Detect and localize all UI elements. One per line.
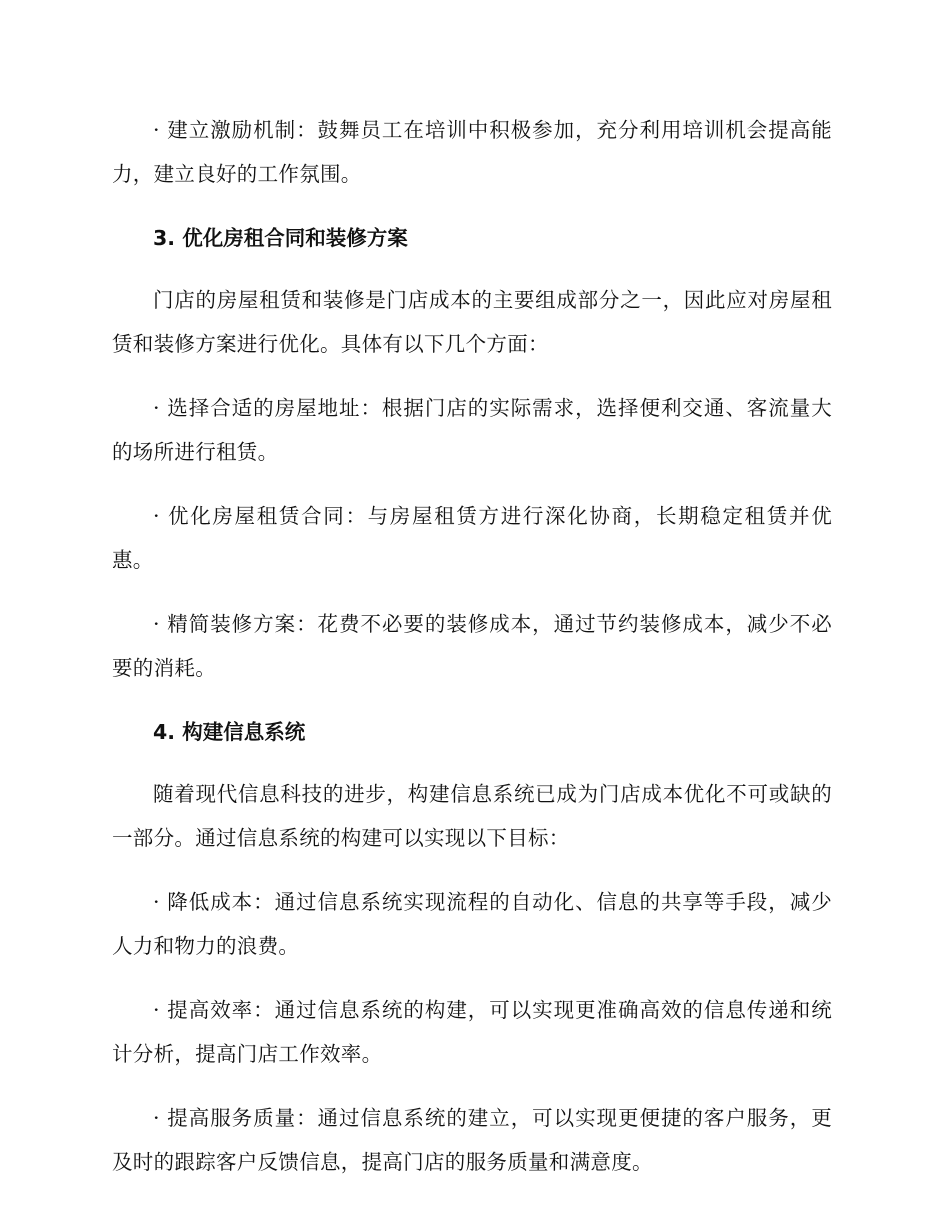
bullet-improve-service: · 提高服务质量：通过信息系统的建立，可以实现更便捷的客户服务，更及时的跟踪客户反馈信息，提高门店的服务质量和满意度。	[112, 1106, 832, 1174]
paragraph-info-system-intro: 随着现代信息科技的进步，构建信息系统已成为门店成本优化不可或缺的一部分。通过信息系统的构建可以实现以下目标：	[112, 782, 832, 850]
bullet-optimize-lease: · 优化房屋租赁合同：与房屋租赁方进行深化协商，长期稳定租赁并优惠。	[112, 504, 832, 572]
document-page	[112, 108, 832, 1204]
section-heading-4: 4. 构建信息系统	[153, 720, 306, 744]
section-heading-3: 3. 优化房租合同和装修方案	[153, 226, 408, 250]
bullet-incentive-mechanism: · 建立激励机制：鼓舞员工在培训中积极参加，充分利用培训机会提高能力，建立良好的工作氛围。	[112, 118, 832, 186]
bullet-improve-efficiency: · 提高效率：通过信息系统的构建，可以实现更准确高效的信息传递和统计分析，提高门店工作效率。	[112, 998, 832, 1066]
bullet-reduce-cost: · 降低成本：通过信息系统实现流程的自动化、信息的共享等手段，减少人力和物力的浪费。	[112, 890, 832, 958]
paragraph-rent-intro: 门店的房屋租赁和装修是门店成本的主要组成部分之一，因此应对房屋租赁和装修方案进行优化。具体有以下几个方面：	[112, 288, 832, 356]
bullet-choose-location: · 选择合适的房屋地址：根据门店的实际需求，选择便利交通、客流量大的场所进行租赁。	[112, 396, 832, 464]
bullet-simplify-decoration: · 精简装修方案：花费不必要的装修成本，通过节约装修成本，减少不必要的消耗。	[112, 612, 832, 680]
